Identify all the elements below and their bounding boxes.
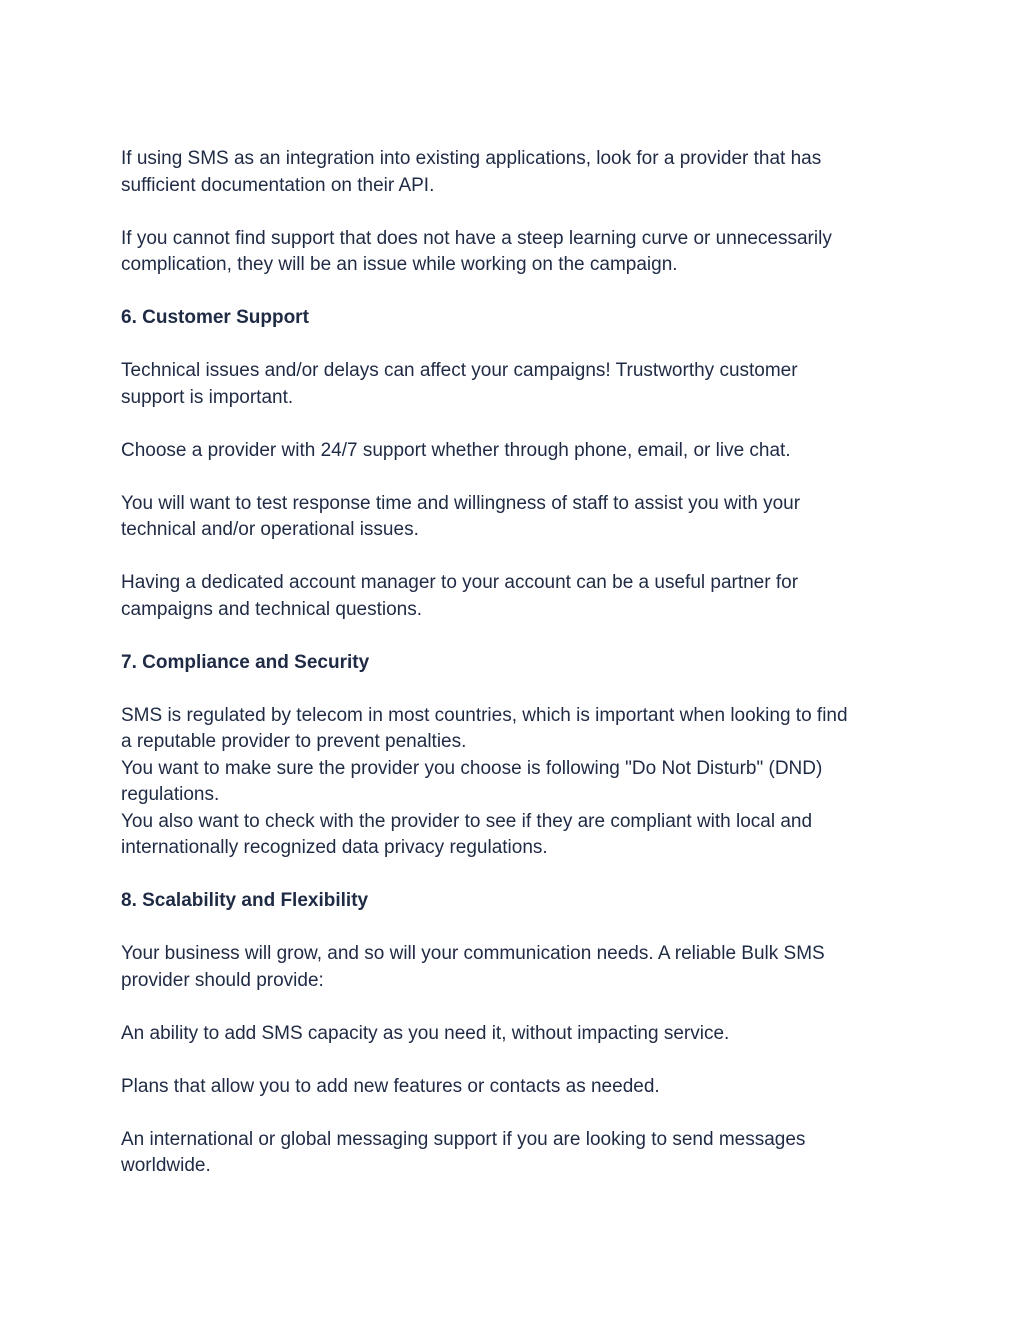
text-line: a reputable provider to prevent penalties. [121, 731, 467, 752]
text-line: SMS is regulated by telecom in most countries, which is important when looking to find [121, 704, 848, 726]
text-line: Technical issues and/or delays can affect your campaigns! Trustworthy customer [121, 360, 798, 381]
text-line: An ability to add SMS capacity as you need it, without impacting service. [121, 1022, 730, 1044]
paragraph [121, 226, 921, 279]
text-line: support is important. [121, 386, 294, 408]
text-line: worldwide. [121, 1155, 211, 1176]
section-heading [121, 305, 921, 332]
text-line: technical and/or operational issues. [121, 519, 419, 540]
document-body [121, 146, 921, 1206]
text-line: An international or global messaging support if you are looking to send messages [121, 1128, 806, 1150]
paragraph [121, 438, 921, 465]
text-line: Your business will grow, and so will your communication needs. A reliable Bulk SMS [121, 943, 825, 964]
paragraph [121, 1127, 921, 1180]
text-line: 7. Compliance and Security [121, 651, 370, 673]
text-line: You want to make sure the provider you choose is following "Do Not Disturb" (DND) [121, 757, 823, 779]
paragraph [121, 570, 921, 623]
paragraph [121, 703, 921, 862]
section-heading [121, 650, 921, 677]
section-heading [121, 888, 921, 915]
text-line: 8. Scalability and Flexibility [121, 890, 369, 911]
paragraph [121, 1021, 921, 1048]
paragraph [121, 1074, 921, 1101]
text-line: If using SMS as an integration into existing applications, look for a provider that has [121, 148, 822, 169]
text-line: complication, they will be an issue while working on the campaign. [121, 254, 678, 275]
text-line: Choose a provider with 24/7 support whether through phone, email, or live chat. [121, 439, 791, 461]
text-line: campaigns and technical questions. [121, 598, 423, 620]
paragraph [121, 491, 921, 544]
text-line: regulations. [121, 784, 220, 805]
paragraph [121, 146, 921, 199]
text-line: provider should provide: [121, 969, 324, 991]
text-line: Plans that allow you to add new features or contacts as needed. [121, 1075, 660, 1097]
paragraph [121, 941, 921, 994]
text-line: You will want to test response time and willingness of staff to assist you with your [121, 492, 801, 514]
text-line: internationally recognized data privacy regulations. [121, 837, 548, 858]
text-line: 6. Customer Support [121, 307, 309, 328]
text-line: If you cannot find support that does not have a steep learning curve or unnecessarily [121, 227, 832, 249]
text-line: You also want to check with the provider to see if they are compliant with local and [121, 810, 813, 832]
paragraph [121, 358, 921, 411]
text-line: sufficient documentation on their API. [121, 174, 435, 196]
text-line: Having a dedicated account manager to your account can be a useful partner for [121, 572, 799, 593]
